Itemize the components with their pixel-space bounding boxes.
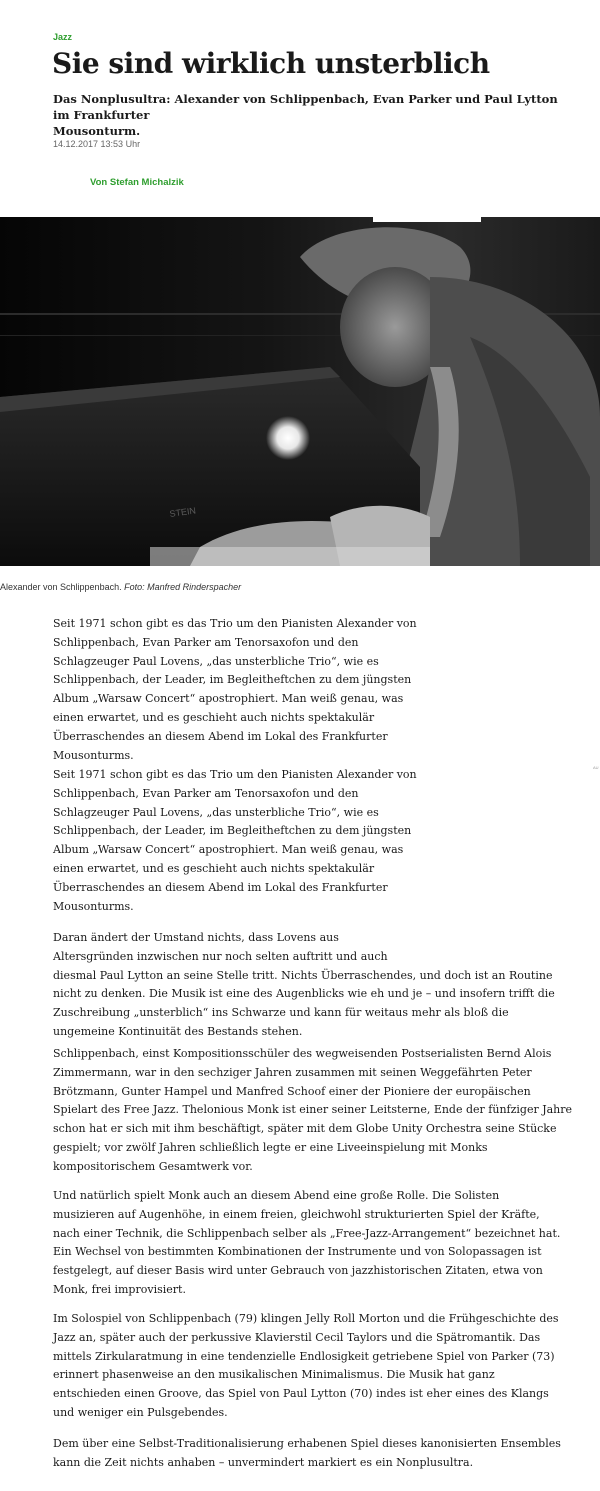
text-line: Jazz an, später auch der perkussive Klavierstil Cecil Taylors und die Spätromantik. Das — [53, 1330, 541, 1344]
text-line: Schlippenbach, Evan Parker am Tenorsaxofon und den — [53, 635, 359, 649]
text-line: mittels Zirkularatmung in eine tendenzielle Endlosigkeit getriebene Spiel von Parker (73) — [53, 1349, 555, 1363]
article-headline: Sie sind wirklich unsterblich — [52, 47, 490, 80]
text-line: einen erwartet, und es geschieht auch nichts spektakulär — [53, 861, 375, 875]
photo-credit: Foto: Manfred Rinderspacher — [124, 582, 242, 592]
text-line: kompositorischem Gesamtwerk vor. — [53, 1159, 253, 1173]
text-line: Seit 1971 schon gibt es das Trio um den Pianisten Alexander von — [53, 768, 417, 781]
hero-photo — [0, 217, 600, 566]
text-line: kann die Zeit nichts anhaben – unvermindert markiert es ein Nonplusultra. — [53, 1455, 474, 1469]
paragraph-5 — [53, 1187, 560, 1300]
text-line: Schlippenbach, einst Kompositionsschüler des wegweisenden Postserialisten Bernd Alois — [53, 1047, 552, 1060]
photo-caption — [0, 582, 241, 592]
text-line: Altersgründen inzwischen nur noch selten auftritt und auch — [53, 949, 388, 963]
text-line: Überraschendes an diesem Abend im Lokal des Frankfurter — [53, 729, 388, 743]
text-line: Schlagzeuger Paul Lovens, „das unsterbliche Trio“, wie es — [53, 654, 379, 668]
text-line: gespielt; vor zwölf Jahren schließlich legte er eine Liveeinspielung mit Monks — [53, 1140, 488, 1154]
subline-line: Das Nonplusultra: Alexander von Schlippenbach, Evan Parker und Paul Lytton im Frankfurter — [53, 92, 558, 122]
text-line: diesmal Paul Lytton an seine Stelle tritt. Nichts Überraschendes, und doch ist an Routine — [53, 968, 553, 982]
text-line: schon hat er sich mit ihm beschäftigt, später mit dem Globe Unity Orchestra seine Stücke — [53, 1122, 557, 1136]
caption-text: Alexander von Schlippenbach. — [0, 582, 122, 592]
text-line: Zimmermann, war in den sechziger Jahren zusammen mit seinen Weggefährten Peter — [53, 1065, 532, 1079]
text-line: Überraschendes an diesem Abend im Lokal des Frankfurter — [53, 880, 388, 894]
text-line: Album „Warsaw Concert“ apostrophiert. Man weiß genau, was — [53, 692, 404, 706]
text-line: nicht zu denken. Die Musik ist eine des Augenblicks wie eh und je – und insofern trifft die — [53, 987, 555, 1001]
text-line: ungemeine Kontinuität des Bestands stehen. — [53, 1024, 303, 1038]
paragraph-4 — [53, 1045, 572, 1177]
text-line: musizieren auf Augenhöhe, in einem freien, gleichwohl strukturierten Spiel der Kräfte, — [53, 1207, 540, 1221]
text-line: Ein Wechsel von bestimmten Kombinationen der Instrumente und von Solopassagen ist — [53, 1245, 542, 1259]
text-line: Monk, frei improvisiert. — [53, 1282, 186, 1296]
text-line: Zuschreibung „unsterblich“ ins Schwarze und kann für weitaus mehr als bloß die — [53, 1006, 509, 1020]
text-line: Spielart des Free Jazz. Thelonious Monk ist einer seiner Leitsterne, Ende der fünfziger Jahre — [53, 1103, 573, 1117]
paragraph-1 — [53, 615, 417, 765]
text-line: Mousonturms. — [53, 748, 134, 762]
text-line: Mousonturms. — [53, 899, 134, 913]
text-line: Schlagzeuger Paul Lovens, „das unsterbliche Trio“, wie es — [53, 805, 379, 819]
side-marker: AU — [593, 765, 599, 770]
text-line: Schlippenbach, der Leader, im Begleitheftchen zu dem jüngsten — [53, 824, 412, 838]
text-line: Daran ändert der Umstand nichts, dass Lovens aus — [53, 931, 339, 944]
text-line: einen erwartet, und es geschieht auch nichts spektakulär — [53, 710, 375, 724]
text-line: Album „Warsaw Concert“ apostrophiert. Man weiß genau, was — [53, 843, 404, 857]
article-kicker[interactable]: Jazz — [53, 32, 73, 42]
text-line: Schlippenbach, der Leader, im Begleitheftchen zu dem jüngsten — [53, 673, 412, 687]
subline-line: Mousonturm. — [53, 124, 141, 138]
paragraph-3 — [53, 929, 555, 1042]
text-line: und weniger ein Pulsgebendes. — [53, 1405, 228, 1419]
text-line: Seit 1971 schon gibt es das Trio um den Pianisten Alexander von — [53, 617, 417, 630]
text-line: festgelegt, auf dieser Basis wird unter Gebrauch von jazzhistorischen Zitaten, etwa von — [53, 1264, 543, 1278]
publish-date: 14.12.2017 13:53 Uhr — [53, 139, 141, 149]
text-line: Im Solospiel von Schlippenbach (79) klingen Jelly Roll Morton und die Frühgeschichte des — [53, 1312, 559, 1325]
text-line: nach einer Technik, die Schlippenbach selber als „Free-Jazz-Arrangement“ bezeichnet hat. — [53, 1226, 561, 1240]
paragraph-7 — [53, 1435, 561, 1473]
pianist-photo-illustration — [0, 217, 600, 566]
paragraph-6 — [53, 1310, 559, 1423]
text-line: entschieden einen Groove, das Spiel von Paul Lytton (70) indes ist eher eines des Klangs — [53, 1387, 549, 1401]
text-line: Brötzmann, Gunter Hampel und Manfred Schoof einer der Pioniere der europäischen — [53, 1084, 531, 1098]
article-subline — [53, 91, 573, 139]
author-byline[interactable]: Von Stefan Michalzik — [90, 177, 184, 188]
text-line: Dem über eine Selbst-Traditionalisierung erhabenen Spiel dieses kanonisierten Ensembles — [53, 1437, 561, 1450]
text-line: erinnert phasenweise an den musikalischen Minimalismus. Die Musik hat ganz — [53, 1368, 495, 1382]
paragraph-2 — [53, 766, 417, 916]
text-line: Und natürlich spielt Monk auch an diesem Abend eine große Rolle. Die Solisten — [53, 1189, 500, 1202]
svg-text:STEIN: STEIN — [168, 505, 197, 519]
text-line: Schlippenbach, Evan Parker am Tenorsaxofon und den — [53, 786, 359, 800]
